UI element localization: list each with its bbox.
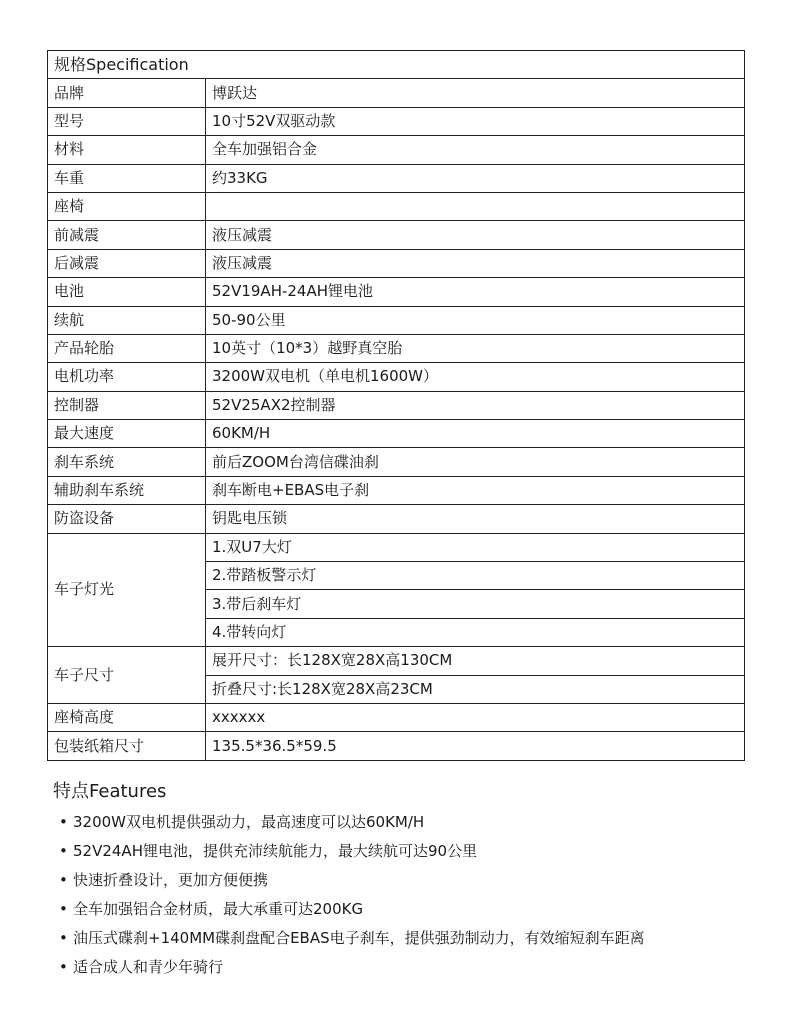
spec-row	[48, 703, 745, 731]
spec-row	[48, 505, 745, 533]
spec-value: 50-90公里	[206, 306, 745, 334]
spec-value: 10英寸（10*3）越野真空胎	[206, 334, 745, 362]
feature-item	[53, 866, 753, 895]
spec-value-light: 1.双U7大灯	[206, 533, 745, 561]
spec-row	[48, 533, 745, 561]
feature-text: 适合成人和青少年骑行	[73, 958, 224, 976]
feature-text: 52V24AH锂电池，提供充沛续航能力，最大续航可达90公里	[73, 842, 478, 860]
feature-text: 快速折叠设计，更加方便便携	[73, 871, 269, 889]
spec-row	[48, 334, 745, 362]
spec-label: 车重	[48, 164, 206, 192]
spec-row	[48, 306, 745, 334]
spec-label: 座椅高度	[48, 703, 206, 731]
bullet-icon: •	[59, 813, 68, 831]
spec-value-size: 展开尺寸：长128X宽28X高130CM	[206, 647, 745, 675]
bullet-icon: •	[59, 842, 68, 860]
features-section	[53, 778, 753, 982]
spec-row	[48, 278, 745, 306]
spec-value-size: 折叠尺寸:长128X宽28X高23CM	[206, 675, 745, 703]
spec-value: 液压减震	[206, 221, 745, 249]
spec-row	[48, 249, 745, 277]
feature-text: 油压式碟刹+140MM碟刹盘配合EBAS电子刹车，提供强劲制动力，有效缩短刹车距离	[73, 929, 645, 947]
spec-value	[206, 192, 745, 220]
spec-label: 防盗设备	[48, 505, 206, 533]
spec-value: 全车加强铝合金	[206, 136, 745, 164]
feature-text: 全车加强铝合金材质，最大承重可达200KG	[73, 900, 364, 918]
spec-row	[48, 448, 745, 476]
bullet-icon: •	[59, 958, 68, 976]
spec-label: 包装纸箱尺寸	[48, 732, 206, 760]
spec-row	[48, 192, 745, 220]
spec-row	[48, 647, 745, 675]
spec-value-light: 2.带踏板警示灯	[206, 562, 745, 590]
spec-value: 液压减震	[206, 249, 745, 277]
bullet-icon: •	[59, 871, 68, 889]
feature-item	[53, 808, 753, 837]
spec-row	[48, 732, 745, 760]
spec-value: 钥匙电压锁	[206, 505, 745, 533]
spec-row	[48, 391, 745, 419]
features-list	[53, 808, 753, 982]
spec-label-size: 车子尺寸	[48, 647, 206, 704]
feature-text: 3200W双电机提供强动力，最高速度可以达60KM/H	[73, 813, 425, 831]
spec-label: 最大速度	[48, 420, 206, 448]
spec-value: 52V25AX2控制器	[206, 391, 745, 419]
spec-label: 续航	[48, 306, 206, 334]
spec-label: 前减震	[48, 221, 206, 249]
specification-table	[47, 50, 745, 761]
spec-row	[48, 79, 745, 107]
spec-row	[48, 363, 745, 391]
feature-item	[53, 895, 753, 924]
spec-value: 约33KG	[206, 164, 745, 192]
bullet-icon: •	[59, 929, 68, 947]
spec-row	[48, 136, 745, 164]
spec-value: 博跃达	[206, 79, 745, 107]
spec-value: 3200W双电机（单电机1600W）	[206, 363, 745, 391]
feature-item	[53, 924, 753, 953]
spec-row	[48, 221, 745, 249]
spec-value: 10寸52V双驱动款	[206, 107, 745, 135]
spec-label: 品牌	[48, 79, 206, 107]
spec-label: 后减震	[48, 249, 206, 277]
spec-row	[48, 476, 745, 504]
spec-header-row	[48, 51, 745, 79]
feature-item	[53, 837, 753, 866]
spec-row	[48, 164, 745, 192]
spec-value: 60KM/H	[206, 420, 745, 448]
spec-value: 135.5*36.5*59.5	[206, 732, 745, 760]
bullet-icon: •	[59, 900, 68, 918]
spec-label: 型号	[48, 107, 206, 135]
spec-row	[48, 420, 745, 448]
spec-label: 控制器	[48, 391, 206, 419]
spec-label: 电池	[48, 278, 206, 306]
spec-label: 产品轮胎	[48, 334, 206, 362]
spec-value-light: 4.带转向灯	[206, 618, 745, 646]
spec-row	[48, 107, 745, 135]
spec-value: 前后ZOOM台湾信碟油刹	[206, 448, 745, 476]
spec-label: 座椅	[48, 192, 206, 220]
spec-value-light: 3.带后刹车灯	[206, 590, 745, 618]
spec-label: 刹车系统	[48, 448, 206, 476]
spec-value: xxxxxx	[206, 703, 745, 731]
spec-value: 52V19AH-24AH锂电池	[206, 278, 745, 306]
feature-item	[53, 953, 753, 982]
spec-label: 电机功率	[48, 363, 206, 391]
spec-label-lights: 车子灯光	[48, 533, 206, 647]
spec-label: 材料	[48, 136, 206, 164]
spec-label: 辅助刹车系统	[48, 476, 206, 504]
spec-value: 刹车断电+EBAS电子刹	[206, 476, 745, 504]
features-title: 特点Features	[53, 781, 167, 802]
spec-title: 规格Specification	[48, 51, 745, 79]
